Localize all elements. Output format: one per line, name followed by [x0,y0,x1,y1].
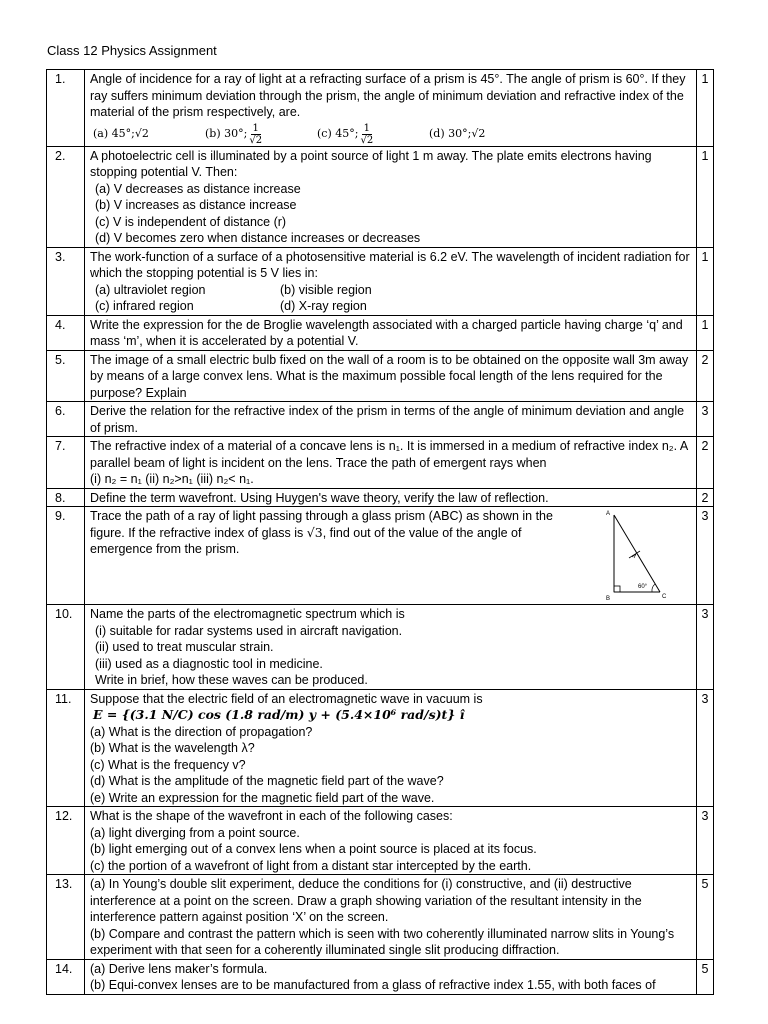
question-text: A photoelectric cell is illuminated by a point source of light 1 m away. The plate emits electrons having stopping potential V. Then: (a) V decreases as distance increase (b) V increases as distance increase (c) V is independent of distance (r) (d) V becomes zero when distance increases or decreases [85,146,697,247]
table-row [47,402,714,437]
question-number: 3. [47,247,85,315]
option-item: (a) ultraviolet region [95,282,206,297]
marks-cell: 3 [697,689,714,807]
question-number: 12. [47,807,85,875]
option-item: (c) infrared region [95,299,194,313]
table-row [47,605,714,690]
option-item: (d) X-ray region [280,299,367,313]
option-item: (c) V is independent of distance (r) [95,214,287,229]
marks-cell: 3 [697,402,714,437]
option-c: (c) 45°; $\frac{1}{√2}$ [317,122,374,146]
question-text: The image of a small electric bulb fixed on the wall of a room is to be obtained on the opposite wall 3m away by means of a large convex lens. What is the maximum possible focal length of the lens required for the purpose? Explain [85,350,697,402]
table-row [47,315,714,350]
table-row [47,350,714,402]
vertex-label-c: C [662,594,667,600]
option-item: (a) V decreases as distance increase [95,181,301,196]
question-text: The work-function of a surface of a photosensitive material is 6.2 eV. The wavelength of incident radiation for which the stopping potential is 5 V lies in: (a) ultraviolet region (b) visible region (c) infrared region (d) X-ray region [85,247,697,315]
table-row [47,959,714,994]
table-row [47,70,714,147]
marks-cell: 5 [697,875,714,960]
list-item: (a) What is the direction of propagation? [90,724,313,739]
marks-cell: 2 [697,488,714,507]
marks-cell: 1 [697,70,714,147]
list-item: (a) light diverging from a point source. [90,825,300,840]
list-item: (c) the portion of a wavefront of light from a distant star intercepted by the earth. [90,858,532,873]
question-number: 14. [47,959,85,994]
vertex-label-b: B [606,596,611,602]
question-text: (a) In Young’s double slit experiment, deduce the conditions for (i) constructive, and (ii) destructive interference at a point on the screen. Draw a graph showing variation of the resultant intensity in the interference pattern against position ‘X’ on the screen. (b) Compare and contrast the pattern which is seen with two coherently illuminated narrow slits in Young’s experiment with that seen for a coherently illuminated single slit producing diffraction. [85,875,697,960]
list-item: (b) What is the wavelength λ? [90,741,255,755]
table-row [47,507,714,605]
option-a: (a) 45°;√2 [93,126,149,140]
list-item: (iii) used as a diagnostic tool in medicine. [95,656,323,671]
list-item: (c) What is the frequency v? [90,757,246,772]
question-text: Suppose that the electric field of an electromagnetic wave in vacuum is E = {(3.1 N/C) cos (1.8 rad/m) y + (5.4×10⁶ rad/s)t} î (a) What is the direction of propagation? (b) What is the wavelength λ? (c) What is the frequency v? (d) What is the amplitude of the magnetic field part of the wave? (e) Write an expression for the magnetic field part of the wave. [85,689,697,807]
table-row [47,247,714,315]
angle-label: 60° [638,584,648,590]
table-row [47,689,714,807]
marks-cell: 1 [697,247,714,315]
sqrt-three: √3 [306,524,323,540]
question-text: Name the parts of the electromagnetic spectrum which is (i) suitable for radar systems used in aircraft navigation. (ii) used to treat muscular strain. (iii) used as a diagnostic tool in medicine. Write in brief, how these waves can be produced. [85,605,697,690]
marks-cell: 1 [697,146,714,247]
question-text: Angle of incidence for a ray of light at a refracting surface of a prism is 45°. The angle of prism is 60°. If they ray suffers minimum deviation through the prism, the angle of minimum deviation and refractive index of the material of the prism respectively, are. (a) 45°;√2 (b) 30°; $\frac{1}{√2}$ (c) 45°; $\frac{1}{√2}$ (d) 30°;√2 [85,70,697,147]
table-row [47,146,714,247]
question-number: 8. [47,488,85,507]
list-item: (ii) used to treat muscular strain. [95,640,274,654]
list-item: (b) light emerging out of a convex lens when a point source is placed at its focus. [90,842,537,856]
list-item: (d) What is the amplitude of the magnetic field part of the wave? [90,774,444,788]
question-number: 7. [47,437,85,489]
question-number: 11. [47,689,85,807]
list-item: (i) suitable for radar systems used in aircraft navigation. [95,623,403,638]
answer-options [90,123,691,146]
option-item: (b) V increases as distance increase [95,198,297,212]
question-text: What is the shape of the wavefront in each of the following cases: (a) light diverging from a point source. (b) light emerging out of a convex lens when a point source is placed at its focus. (c) the portion of a wavefront of light from a distant star intercepted by the earth. [85,807,697,875]
marks-cell: 2 [697,350,714,402]
question-text: Derive the relation for the refractive index of the prism in terms of the angle of minimum deviation and angle of prism. [85,402,697,437]
prism-figure [598,506,688,604]
question-text: Define the term wavefront. Using Huygen's wave theory, verify the law of reflection. [85,488,697,507]
question-number: 2. [47,146,85,247]
option-item: (d) V becomes zero when distance increases or decreases [95,231,421,245]
marks-cell: 3 [697,507,714,605]
option-b: (b) 30°; $\frac{1}{√2}$ [205,122,263,146]
question-text: Write the expression for the de Broglie wavelength associated with a charged particle having charge ‘q’ and mass ‘m’, when it is accelerated by a potential V. [85,315,697,350]
page-title: Class 12 Physics Assignment [47,43,217,58]
table-row [47,807,714,875]
question-number: 1. [47,70,85,147]
question-text: Trace the path of a ray of light passing through a glass prism (ABC) as shown in the figure. If the refractive index of glass is √3, find out of the value of the angle of emergence from the prism. A B C 60° [85,507,697,605]
question-table [46,69,714,995]
marks-cell: 5 [697,959,714,994]
option-item: (b) visible region [280,282,372,297]
question-number: 10. [47,605,85,690]
vertex-label-a: A [606,511,611,517]
marks-cell: 2 [697,437,714,489]
marks-cell: 3 [697,807,714,875]
question-number: 5. [47,350,85,402]
question-text: (a) Derive lens maker’s formula. (b) Equi-convex lenses are to be manufactured from a glass of refractive index 1.55, with both faces of [85,959,697,994]
question-number: 9. [47,507,85,605]
question-number: 13. [47,875,85,960]
question-text: The refractive index of a material of a concave lens is n₁. It is immersed in a medium of refractive index n₂. A parallel beam of light is incident on the lens. Trace the path of emergent rays when (i) n₂ = n₁ (ii) n₂>n₁ (iii) n₂< n₁. [85,437,697,489]
list-item: (e) Write an expression for the magnetic field part of the wave. [90,790,435,805]
table-row [47,875,714,960]
question-number: 4. [47,315,85,350]
question-number: 6. [47,402,85,437]
list-item: Write in brief, how these waves can be produced. [95,673,368,687]
field-equation: E = {(3.1 N/C) cos (1.8 rad/m) y + (5.4×10⁶ rad/s)t} î [93,707,465,722]
marks-cell: 1 [697,315,714,350]
table-row [47,488,714,507]
table-row [47,437,714,489]
option-d: (d) 30°;√2 [429,126,486,140]
marks-cell: 3 [697,605,714,690]
